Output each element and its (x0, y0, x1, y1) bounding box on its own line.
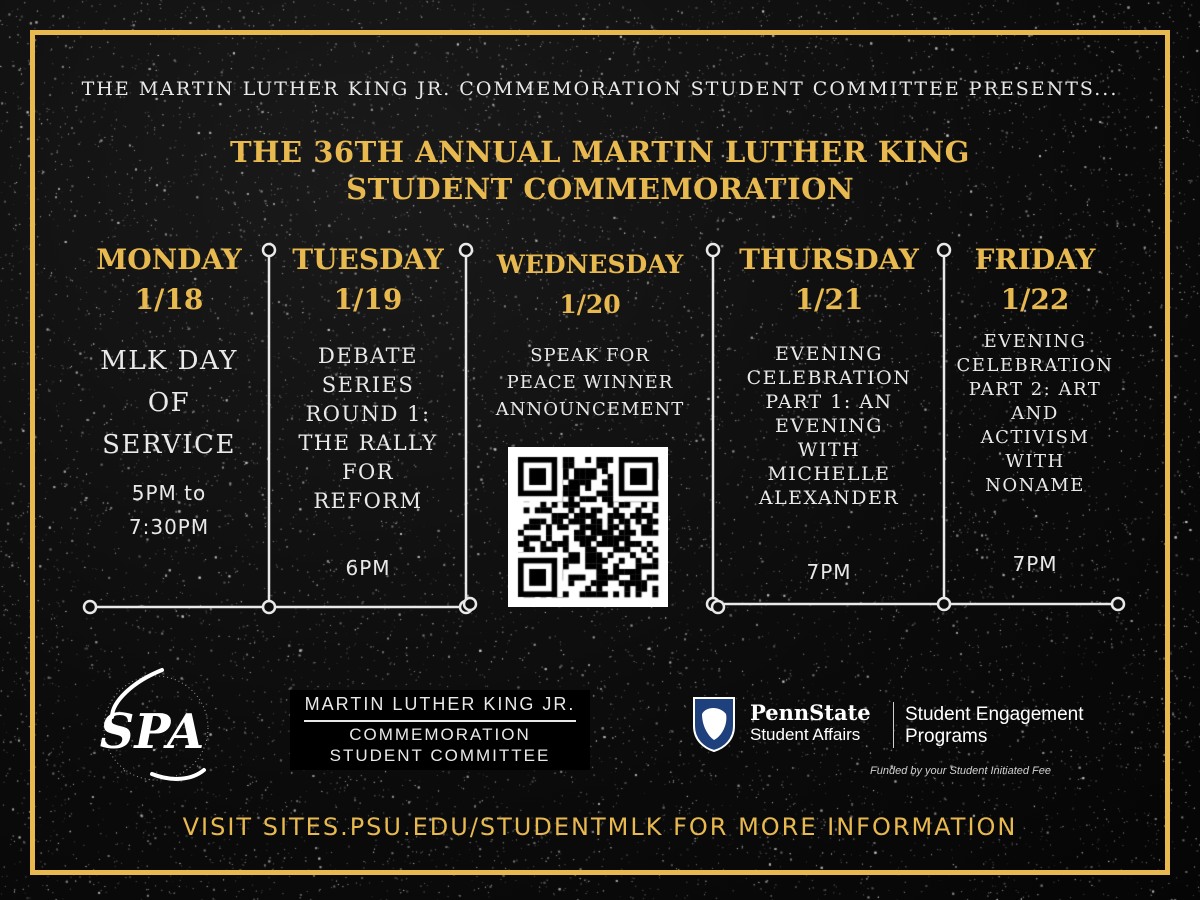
event-line: ACTIVISM (980, 427, 1090, 448)
day-date: 1/19 (333, 283, 403, 316)
qr-code[interactable] (508, 447, 668, 607)
event-line: FOR (341, 460, 395, 484)
event-line: ROUND 1: (305, 402, 431, 426)
event-line: NONAME (985, 475, 1085, 496)
event-line: THE RALLY (298, 431, 438, 455)
spa-logo (92, 662, 217, 792)
event-line: WITH (1005, 451, 1065, 472)
day-name: FRIDAY (974, 243, 1096, 276)
day-date: 1/21 (794, 283, 864, 316)
day-date: 1/18 (134, 283, 204, 316)
day-name: MONDAY (96, 243, 242, 276)
event-line: OF (147, 388, 191, 418)
time-monday (80, 476, 258, 544)
penn-state-shield-icon (690, 696, 738, 752)
time-line: 7PM (1012, 552, 1058, 576)
day-tuesday (272, 240, 464, 320)
event-line: SERIES (321, 373, 415, 397)
time-tuesday (272, 556, 464, 580)
event-line: MICHELLE (767, 463, 891, 485)
title-line-2: STUDENT COMMEMORATION (346, 172, 854, 206)
funding-note: Funded by your Student Initiated Fee (870, 765, 1052, 777)
event-line: CELEBRATION (956, 355, 1114, 376)
sep-line-2: Programs (905, 726, 988, 747)
time-line: 6PM (345, 556, 391, 580)
event-line: DEBATE (318, 344, 418, 368)
day-date: 1/20 (559, 290, 621, 319)
time-line: 5PM to (131, 481, 207, 505)
spa-logo-text: SPA (99, 704, 205, 760)
day-thursday (716, 240, 942, 320)
event-line: WITH (797, 439, 861, 461)
logo-divider (893, 702, 894, 748)
day-name: TUESDAY (292, 243, 444, 276)
time-friday (946, 552, 1124, 576)
event-monday (80, 340, 258, 466)
event-line: SPEAK FOR (530, 345, 650, 366)
student-engagement-programs (905, 704, 1084, 748)
event-line: PART 1: AN (765, 391, 893, 413)
event-friday (946, 330, 1124, 498)
day-name: WEDNESDAY (496, 250, 684, 279)
event-line: SERVICE (102, 430, 236, 460)
mlk-logo-line-1: MARTIN LUTHER KING JR. (304, 694, 576, 714)
mlk-logo-rule (304, 720, 576, 722)
event-line: CELEBRATION (746, 367, 912, 389)
day-date: 1/22 (1000, 283, 1070, 316)
event-wednesday (474, 342, 706, 423)
event-tuesday (272, 342, 464, 516)
title-line-1: THE 36TH ANNUAL MARTIN LUTHER KING (230, 135, 970, 169)
visit-website-link[interactable]: VISIT SITES.PSU.EDU/STUDENTMLK FOR MORE INFORMATION (182, 813, 1018, 841)
time-thursday (716, 560, 942, 584)
spa-logo-cord (152, 770, 204, 779)
student-affairs-label: Student Affairs (750, 725, 861, 744)
event-line: EVENING (775, 343, 883, 365)
event-line: REFORM (313, 489, 423, 513)
qr-code-pattern (508, 447, 668, 607)
timeline-node (938, 598, 950, 610)
mlk-logo-line-3: STUDENT COMMITTEE (329, 746, 551, 765)
day-monday (80, 240, 258, 320)
presents-heading: THE MARTIN LUTHER KING JR. COMMEMORATION STUDENT COMMITTEE PRESENTS... (81, 78, 1119, 100)
event-line: EVENING (775, 415, 883, 437)
timeline-node (464, 598, 476, 610)
time-line: 7PM (806, 560, 852, 584)
event-line: ANNOUNCEMENT (495, 399, 685, 420)
penn-state-wordmark: PennState (750, 700, 871, 725)
event-thursday (716, 342, 942, 510)
day-friday (946, 240, 1124, 320)
mlk-committee-logo (290, 690, 590, 770)
event-line: PEACE WINNER (506, 372, 674, 393)
timeline-node (712, 601, 724, 613)
event-line: ALEXANDER (758, 487, 900, 509)
mlk-logo-line-2: COMMEMORATION (349, 725, 531, 744)
event-line: EVENING (983, 331, 1087, 352)
timeline-node (1112, 598, 1124, 610)
event-line: AND (1011, 403, 1059, 424)
day-wednesday (474, 245, 706, 325)
timeline-node (263, 601, 275, 613)
day-name: THURSDAY (739, 243, 919, 276)
time-line: 7:30PM (128, 515, 210, 539)
sep-line-1: Student Engagement (905, 704, 1084, 725)
event-line: MLK DAY (100, 346, 238, 376)
event-line: PART 2: ART (968, 379, 1102, 400)
timeline-node (84, 601, 96, 613)
